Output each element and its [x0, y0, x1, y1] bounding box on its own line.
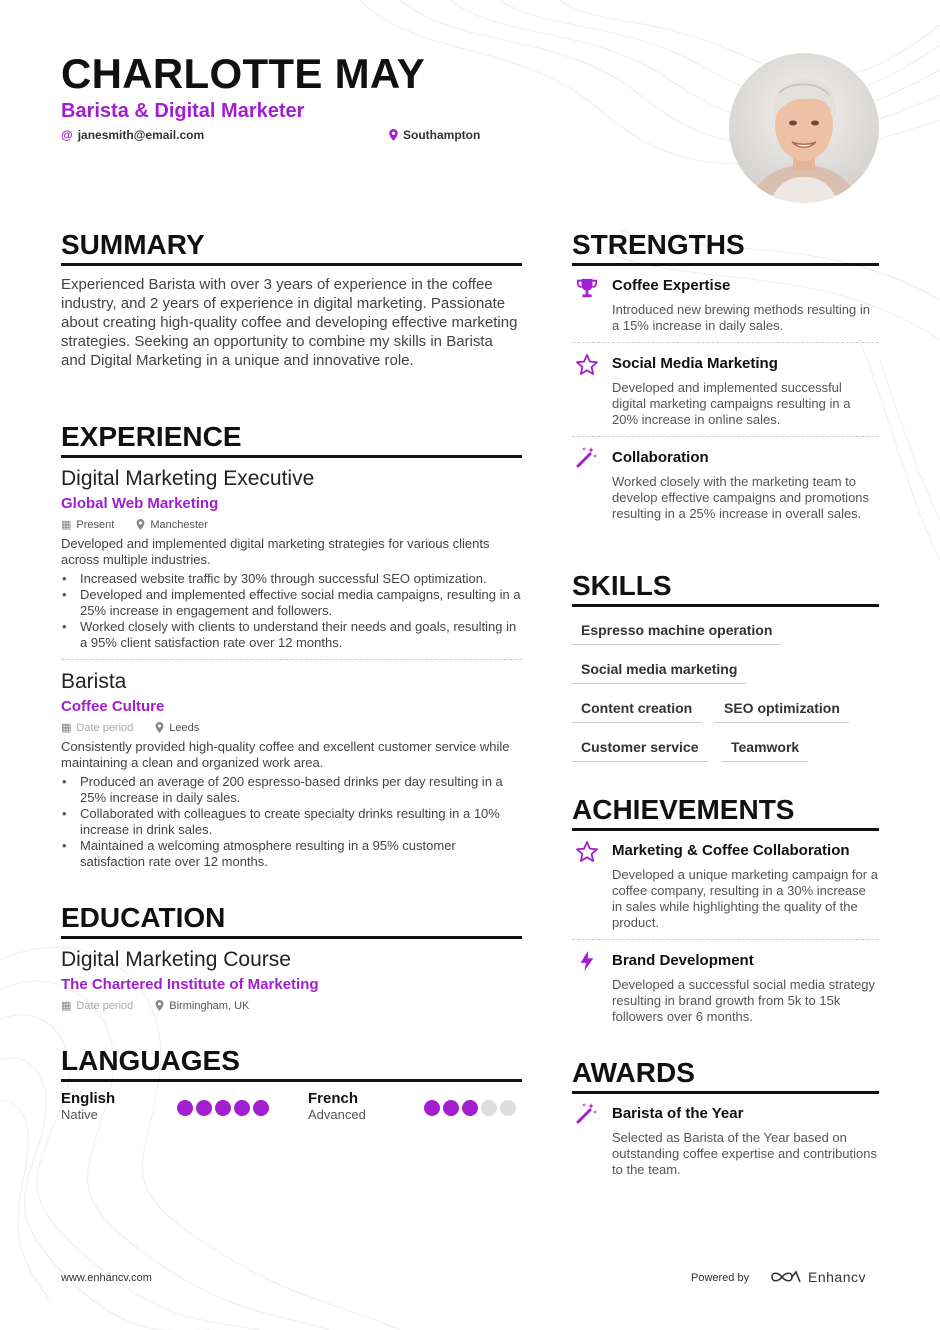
skill-tag	[722, 739, 808, 762]
language-rating	[424, 1100, 516, 1116]
map-pin-icon	[389, 129, 398, 141]
rating-dot-empty	[500, 1100, 516, 1116]
award-title: Barista of the Year	[612, 1105, 744, 1122]
magic-wand-icon	[573, 1100, 601, 1126]
institution-name: The Chartered Institute of Marketing	[61, 976, 319, 993]
list-item: • Maintained a welcoming atmosphere resulting in a 95% customer satisfaction rate over 12 months.	[61, 838, 522, 870]
email-text: janesmith@email.com	[77, 128, 205, 142]
job-meta	[61, 721, 522, 734]
job-date: Present	[76, 518, 115, 531]
education-date: Date period	[76, 999, 134, 1012]
divider	[572, 342, 879, 343]
rating-dot-filled	[462, 1100, 478, 1116]
rating-dot-filled	[424, 1100, 440, 1116]
strength-description: Worked closely with the marketing team to develop effective campaigns and promotions resulting in a 25% increase in overall sales.	[612, 474, 870, 521]
award-description: Selected as Barista of the Year based on outstanding coffee expertise and contributions to the team.	[612, 1130, 877, 1177]
skill-tag	[572, 622, 781, 645]
skill-label: Espresso machine operation	[572, 622, 781, 645]
job-location: Manchester	[150, 518, 208, 531]
enhancv-logo-icon	[770, 1268, 802, 1286]
company-name: Global Web Marketing	[61, 495, 219, 512]
skill-tag	[715, 700, 849, 723]
calendar-icon: ▦	[61, 1000, 72, 1012]
trophy-icon	[573, 275, 601, 301]
star-icon	[573, 839, 601, 865]
job-description: Developed and implemented digital marketing strategies for various clients across multiple industries.	[61, 536, 490, 567]
rating-dot-empty	[481, 1100, 497, 1116]
education-heading: EDUCATION	[61, 902, 522, 939]
strength-description: Developed and implemented successful digital marketing campaigns resulting in a 20% increase in online sales.	[612, 380, 851, 427]
job-description: Consistently provided high-quality coffee and excellent customer service while maintaining a clean and organized work area.	[61, 739, 510, 770]
list-item: • Produced an average of 200 espresso-based drinks per day resulting in a 25% increase in daily sales.	[61, 774, 522, 806]
job-title: Barista	[61, 670, 127, 693]
rating-dot-filled	[443, 1100, 459, 1116]
strength-title: Collaboration	[612, 449, 709, 466]
calendar-icon: ▦	[61, 519, 72, 531]
strength-item	[573, 352, 601, 378]
summary-heading: SUMMARY	[61, 229, 522, 266]
experience-heading: EXPERIENCE	[61, 421, 522, 458]
job-date: Date period	[76, 721, 134, 734]
job-location: Leeds	[169, 721, 200, 734]
strength-item	[573, 444, 601, 470]
email-contact[interactable]	[61, 128, 204, 142]
achievement-title: Marketing & Coffee Collaboration	[612, 842, 850, 859]
achievement-item	[573, 839, 601, 865]
awards-heading: AWARDS	[572, 1057, 879, 1094]
enhancv-logo[interactable]	[770, 1268, 866, 1286]
skill-label: SEO optimization	[715, 700, 849, 723]
skill-label: Content creation	[572, 700, 701, 723]
skill-label: Social media marketing	[572, 661, 746, 684]
language-name: English	[61, 1090, 116, 1107]
skill-tag	[572, 739, 708, 762]
language-item	[308, 1090, 523, 1122]
language-rating	[177, 1100, 269, 1116]
strengths-heading: STRENGTHS	[572, 229, 879, 266]
job-bullets	[61, 774, 522, 870]
list-item: • Developed and implemented effective social media campaigns, resulting in a 25% increase in engagement and followers.	[61, 587, 522, 619]
strength-description: Introduced new brewing methods resulting in a 15% increase in daily sales.	[612, 302, 870, 333]
skill-label: Teamwork	[722, 739, 808, 762]
language-level: Advanced	[308, 1107, 366, 1122]
achievements-heading: ACHIEVEMENTS	[572, 794, 879, 831]
candidate-name: CHARLOTTE MAY	[61, 50, 426, 97]
achievement-item	[573, 948, 601, 974]
education-meta	[61, 999, 522, 1012]
achievement-description: Developed a successful social media strategy resulting in brand growth from 5k to 15k followers over 6 months.	[612, 977, 876, 1024]
profile-photo	[729, 53, 879, 203]
star-icon	[573, 352, 601, 378]
achievement-title: Brand Development	[612, 952, 754, 969]
footer-website-link[interactable]: www.enhancv.com	[61, 1272, 152, 1284]
at-icon: @	[61, 128, 73, 142]
languages-heading: LANGUAGES	[61, 1045, 522, 1082]
candidate-role: Barista & Digital Marketer	[61, 100, 305, 122]
rating-dot-filled	[196, 1100, 212, 1116]
location-text: Southampton	[403, 128, 481, 142]
location-contact	[389, 128, 480, 142]
list-item: • Increased website traffic by 30% through successful SEO optimization.	[61, 571, 522, 587]
job-bullets	[61, 571, 522, 651]
divider	[61, 659, 522, 660]
lightning-bolt-icon	[573, 948, 601, 974]
job-title: Digital Marketing Executive	[61, 467, 315, 490]
skill-tag	[572, 700, 701, 723]
strength-title: Social Media Marketing	[612, 355, 778, 372]
divider	[572, 436, 879, 437]
degree-title: Digital Marketing Course	[61, 948, 291, 971]
magic-wand-icon	[573, 444, 601, 470]
list-item: • Collaborated with colleagues to create specialty drinks resulting in a 10% increase in drink sales.	[61, 806, 522, 838]
rating-dot-filled	[177, 1100, 193, 1116]
award-item	[573, 1100, 601, 1126]
language-name: French	[308, 1090, 359, 1107]
language-level: Native	[61, 1107, 98, 1122]
divider	[572, 939, 879, 940]
company-name: Coffee Culture	[61, 698, 165, 715]
list-item: • Worked closely with clients to understand their needs and goals, resulting in a 95% client satisfaction rate over 12 months.	[61, 619, 522, 651]
map-pin-icon	[155, 722, 164, 733]
map-pin-icon	[155, 1000, 164, 1011]
strength-title: Coffee Expertise	[612, 277, 731, 294]
job-meta	[61, 518, 522, 531]
map-pin-icon	[136, 519, 145, 530]
language-item	[61, 1090, 276, 1122]
education-location: Birmingham, UK	[169, 999, 250, 1012]
skills-heading: SKILLS	[572, 570, 879, 607]
powered-by-label: Powered by	[691, 1272, 750, 1284]
skill-label: Customer service	[572, 739, 708, 762]
strength-item	[573, 275, 601, 301]
achievement-description: Developed a unique marketing campaign for a coffee company, resulting in a 30% increase in sales while highlighting the quality of the product.	[612, 867, 878, 930]
rating-dot-filled	[215, 1100, 231, 1116]
summary-text: Experienced Barista with over 3 years of experience in the coffee industry, and 2 years of experience in digital marketing. Passionate about creating high-quality coffee and developing effective marketing strategies. Seeking an opportunity to combine my skills in Barista and Digital Marketing in a unique and innovative role.	[61, 276, 518, 369]
enhancv-brand-text: Enhancv	[808, 1269, 866, 1285]
rating-dot-filled	[253, 1100, 269, 1116]
calendar-icon: ▦	[61, 722, 72, 734]
rating-dot-filled	[234, 1100, 250, 1116]
skill-tag	[572, 661, 746, 684]
